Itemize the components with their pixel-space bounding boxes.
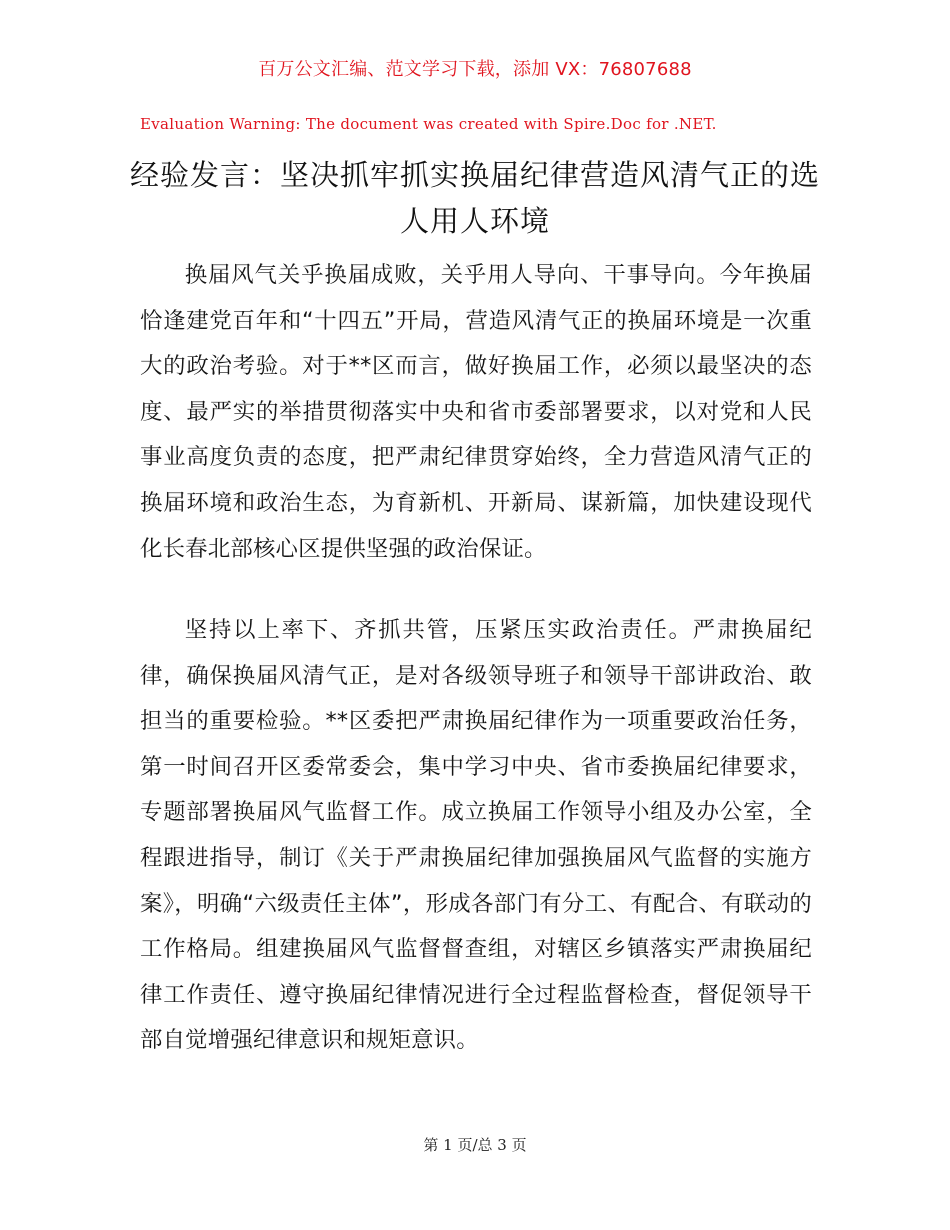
body-paragraph-2: 坚持以上率下、齐抓共管，压紧压实政治责任。严肃换届纪律，确保换届风清气正，是对各级领导班子和领导干部讲政治、敢担当的重要检验。**区委把严肃换届纪律作为一项重要政治任务，第一时间召开区委常委会，集中学习中央、省市委换届纪律要求，专题部署换届风气监督工作。成立换届工作领导小组及办公室，全程跟进指导，制订《关于严肃换届纪律加强换届风气监督的实施方案》，明确“六级责任主体”，形成各部门有分工、有配合、有联动的工作格局。组建换届风气监督督查组，对辖区乡镇落实严肃换届纪律工作责任、遵守换届纪律情况进行全过程监督检查，督促领导干部自觉增强纪律意识和规矩意识。: [140, 617, 812, 1054]
evaluation-warning: Evaluation Warning: The document was created with Spire.Doc for .NET.: [140, 115, 717, 133]
document-title: 经验发言：坚决抓牢抓实换届纪律营造风清气正的选人用人环境: [130, 158, 821, 238]
promo-header: 百万公文汇编、范文学习下载，添加 VX：76807688: [258, 59, 692, 80]
body-paragraph-1: 换届风气关乎换届成败，关乎用人导向、干事导向。今年换届恰逢建党百年和“十四五”开局，营造风清气正的换届环境是一次重大的政治考验。对于**区而言，做好换届工作，必须以最坚决的态度、最严实的举措贯彻落实中央和省市委部署要求，以对党和人民事业高度负责的态度，把严肃纪律贯穿始终，全力营造风清气正的换届环境和政治生态，为育新机、开新局、谋新篇，加快建设现代化长春北部核心区提供坚强的政治保证。: [140, 262, 812, 562]
page-indicator: 第 1 页/总 3 页: [423, 1136, 527, 1154]
